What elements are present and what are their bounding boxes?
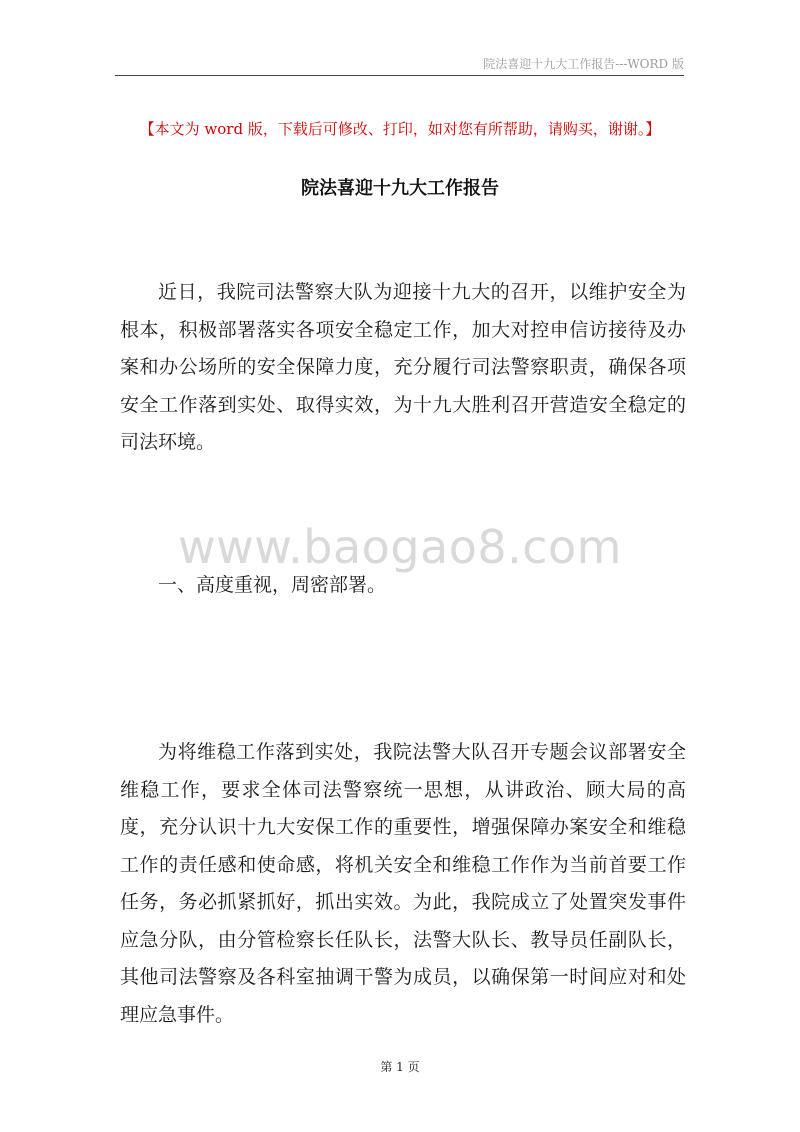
paragraph-intro: 近日，我院司法警察大队为迎接十九大的召开，以维护安全为根本，积极部署落实各项安全稳定工作，加大对控申信访接待及办案和办公场所的安全保障力度，充分履行司法警察职责，确保各项安全工作落到实处、取得实效，为十九大胜利召开营造安全稳定的司法环境。 <box>120 281 686 453</box>
running-header: 院法喜迎十九大工作报告---WORD 版 <box>483 57 684 71</box>
site-watermark: www.baogao8.com <box>178 520 622 574</box>
document-title: 院法喜迎十九大工作报告 <box>301 178 499 199</box>
page-number: 第 1 页 <box>380 1060 420 1074</box>
header-divider <box>115 75 684 76</box>
download-notice: 【本文为 word 版，下载后可修改、打印，如对您有所帮助，请购买，谢谢。】 <box>139 120 661 138</box>
section-heading-1: 一、高度重视，周密部署。 <box>158 574 387 596</box>
paragraph-section-1: 为将维稳工作落到实处，我院法警大队召开专题会议部署安全维稳工作，要求全体司法警察统一思想，从讲政治、顾大局的高度，充分认识十九大安保工作的重要性，增强保障办案安全和维稳工作的责任感和使命感，将机关安全和维稳工作作为当前首要工作任务，务必抓紧抓好，抓出实效。为此，我院成立了处置突发事件应急分队，由分管检察长任队长，法警大队长、教导员任副队长，其他司法警察及各科室抽调干警为成员，以确保第一时间应对和处理应急事件。 <box>120 741 686 1026</box>
